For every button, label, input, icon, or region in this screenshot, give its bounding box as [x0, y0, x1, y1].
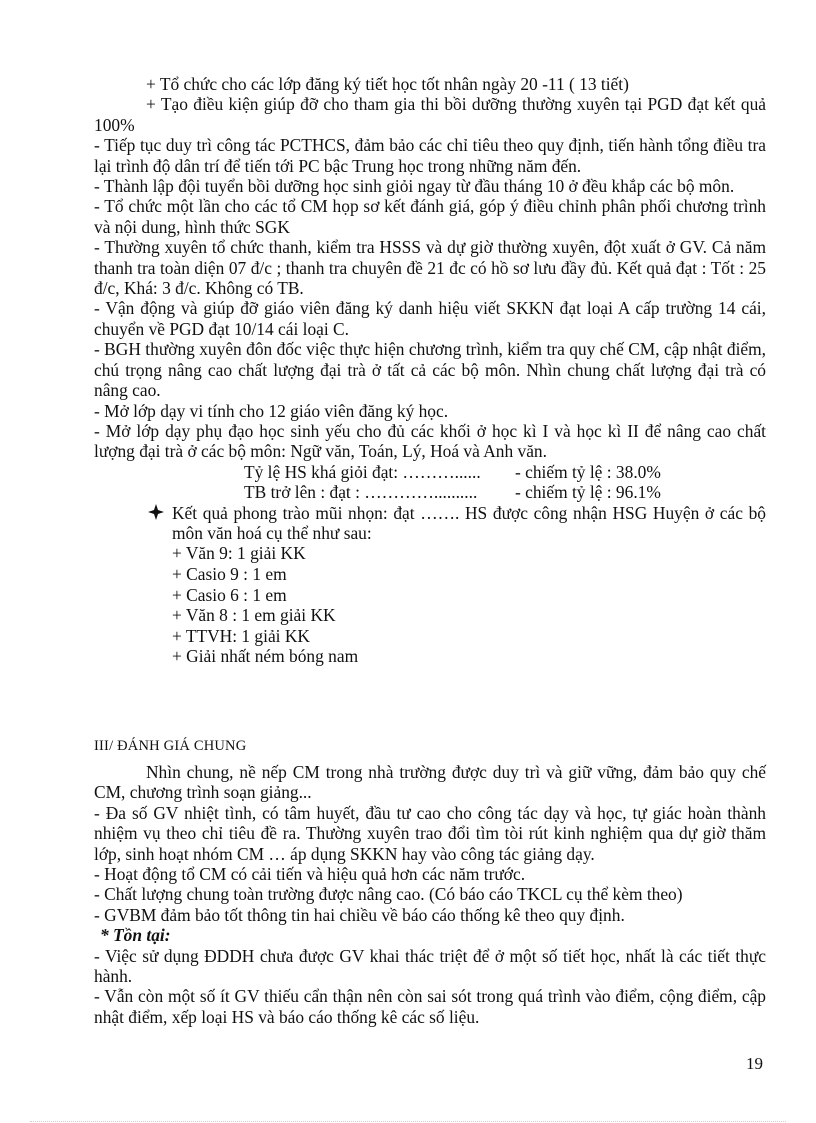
issues-title: * Tồn tại:: [100, 925, 171, 946]
paragraph: - Thành lập đội tuyển bồi dưỡng học sinh giỏi ngay từ đầu tháng 10 ở đều khắp các bộ môn.: [94, 176, 735, 197]
achievement-item: + Casio 9 : 1 em: [172, 563, 287, 584]
paragraph: - Hoạt động tổ CM có cải tiến và hiệu quả hơn các năm trước.: [94, 864, 526, 885]
paragraph: - Vận động và giúp đỡ giáo viên đăng ký danh hiệu viết SKKN đạt loại A cấp trường 14 cái, chuyển về PGD đạt 10/14 cái loại C.: [94, 298, 766, 339]
paragraph: - Chất lượng chung toàn trường được nâng cao. (Có báo cáo TKCL cụ thể kèm theo): [94, 884, 683, 905]
rate-value: - chiếm tỷ lệ : 38.0%: [515, 461, 661, 482]
paragraph: - Tiếp tục duy trì công tác PCTHCS, đảm bảo các chỉ tiêu theo quy định, tiến hành tổng điều tra lại trình độ dân trí để tiến tới PC bậc Trung học trong những năm đến.: [94, 135, 766, 176]
page-number: 19: [746, 1054, 763, 1073]
paragraph: - Việc sử dụng ĐDDH chưa được GV khai thác triệt để ở một số tiết học, nhất là các tiết thực hành.: [94, 945, 766, 987]
paragraph: - Tổ chức một lần cho các tổ CM họp sơ kết đánh giá, góp ý điều chỉnh phân phối chương trình và nội dung, hình thức SGK: [94, 196, 766, 237]
achievements-block: [94, 503, 766, 667]
paragraph: - Đa số GV nhiệt tình, có tâm huyết, đầu tư cao cho công tác dạy và học, tự giác hoàn thành nhiệm vụ theo chỉ tiêu đề ra. Thường xuyên trao đổi tìm tòi rút kinh nghiệm qua dự giờ thăm lớp, sinh hoạt nhóm CM … áp dụng SKKN hay vào công tác giảng dạy.: [94, 802, 766, 864]
paragraph: - Mở lớp dạy vi tính cho 12 giáo viên đăng ký học.: [94, 400, 449, 421]
paragraph: Nhìn chung, nề nếp CM trong nhà trường được duy trì và giữ vững, đảm bảo quy chế CM, chương trình soạn giảng...: [94, 762, 766, 803]
paragraph: - Thường xuyên tổ chức thanh, kiểm tra HSSS và dự giờ thường xuyên, đột xuất ở GV. Cả năm thanh tra toàn diện 07 đ/c ; thanh tra chuyên đề 21 đc có hồ sơ lưu đầy đủ. Kết quả đạt : Tốt : 25 đ/c, Khá: 3 đ/c. Không có TB.: [94, 237, 766, 299]
general-evaluation-section: [94, 736, 766, 1027]
activities-section: [94, 74, 766, 667]
activity-line: + Tổ chức cho các lớp đăng ký tiết học tốt nhân ngày 20 -11 ( 13 tiết): [146, 74, 629, 94]
rate-row: [94, 482, 766, 502]
achievements-intro: Kết quả phong trào mũi nhọn: đạt ……. HS được công nhận HSG Huyện ở các bộ môn văn hoá cụ thể như sau:: [172, 502, 766, 543]
rate-value: - chiếm tỷ lệ : 96.1%: [515, 482, 661, 503]
rate-row: [94, 462, 766, 482]
achievement-item: + TTVH: 1 giải KK: [172, 625, 310, 646]
paragraph: - GVBM đảm bảo tốt thông tin hai chiều về báo cáo thống kê theo quy định.: [94, 904, 625, 925]
paragraph: - Vẫn còn một số ít GV thiếu cẩn thận nên còn sai sót trong quá trình vào điểm, cộng điểm, cập nhật điểm, xếp loại HS và báo cáo thống kê các số liệu.: [94, 986, 766, 1027]
rate-label: Tỷ lệ HS khá giỏi đạt: ………......: [244, 461, 481, 482]
activity-line: + Tạo điều kiện giúp đỡ cho tham gia thi bồi dưỡng thường xuyên tại PGD đạt kết quả 100%: [94, 94, 766, 135]
achievement-item: + Giải nhất ném bóng nam: [172, 646, 359, 667]
rate-label: TB trở lên : đạt : …………..........: [244, 482, 478, 503]
section-heading: III/ ĐÁNH GIÁ CHUNG: [94, 738, 247, 754]
achievement-item: + Văn 9: 1 giải KK: [172, 543, 306, 564]
paragraph: - BGH thường xuyên đôn đốc việc thực hiện chương trình, kiểm tra quy chế CM, cập nhật điểm, chú trọng nâng cao chất lượng đại trà ở tất cả các bộ môn. Nhìn chung chất lượng đại trà có nâng cao.: [94, 339, 766, 401]
achievement-item: + Casio 6 : 1 em: [172, 584, 287, 605]
diamond-bullet-icon: [148, 504, 164, 525]
achievement-item: + Văn 8 : 1 em giải KK: [172, 605, 336, 626]
paragraph: - Mở lớp dạy phụ đạo học sinh yếu cho đủ các khối ở học kì I và học kì II để nâng cao chất lượng đại trà ở các bộ môn: Ngữ văn, Toán, Lý, Hoá và Anh văn.: [94, 420, 766, 462]
footer-divider: [30, 1121, 786, 1122]
